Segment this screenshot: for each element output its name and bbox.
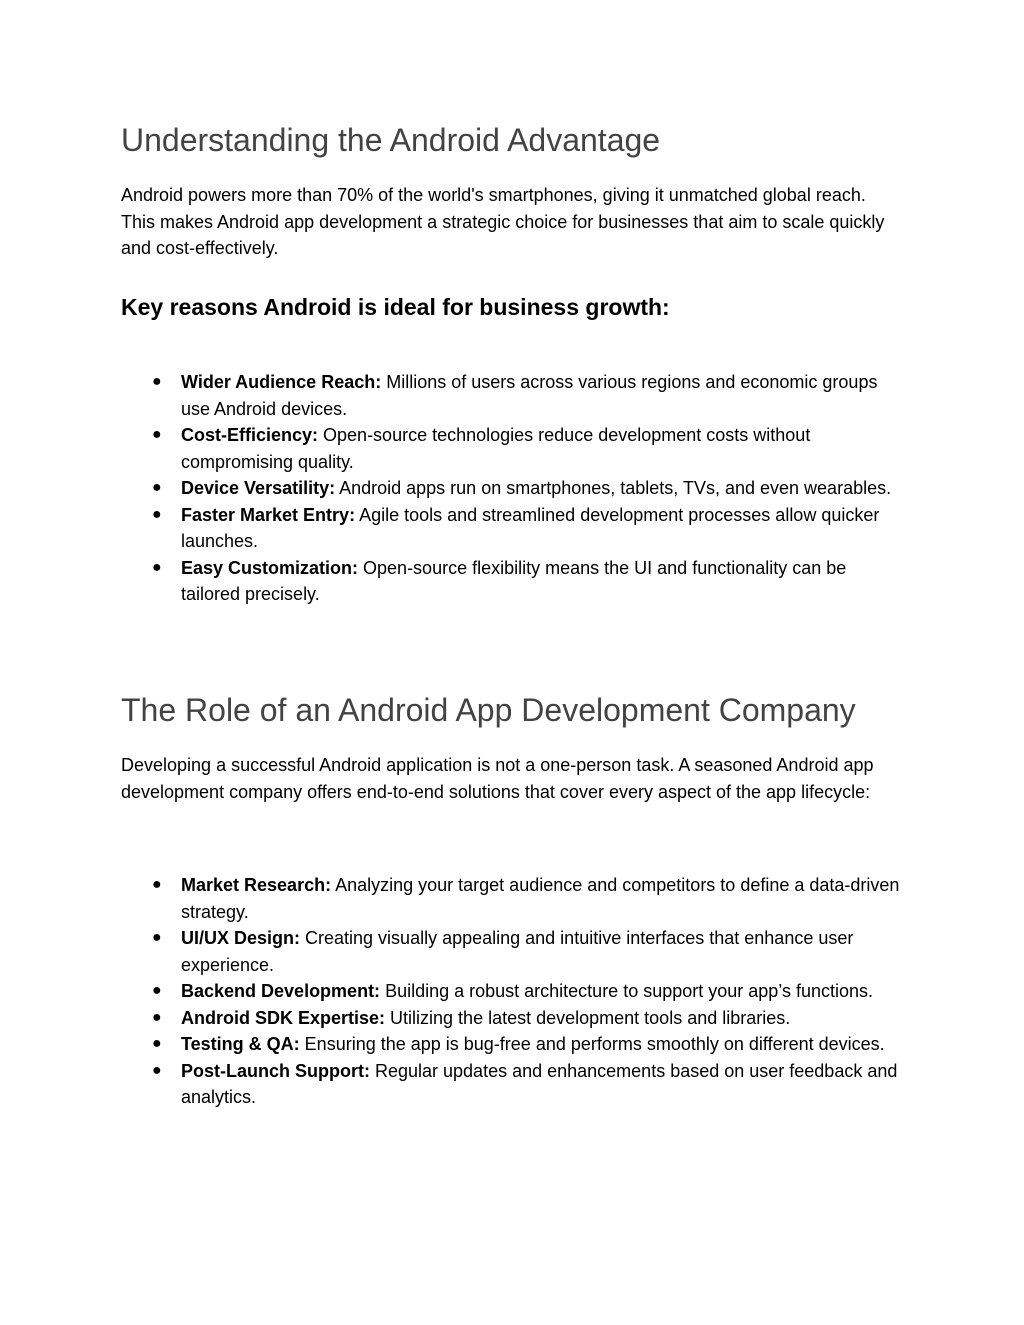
bullet-icon: ● <box>152 929 162 946</box>
list-item-text: Millions of users across various regions and economic groups use Android devices. <box>181 372 878 419</box>
list-item-text: Open-source flexibility means the UI and functionality can be tailored precisely. <box>181 557 847 604</box>
list-item <box>121 1058 901 1111</box>
list-item-term: Market Research: <box>181 875 332 895</box>
bullet-icon: ● <box>152 876 162 893</box>
list-item-text: Building a robust architecture to support your app’s functions. <box>380 981 874 1001</box>
list-item-text: Agile tools and streamlined development processes allow quicker launches. <box>181 504 880 551</box>
list-item <box>121 422 901 475</box>
bullet-icon: ● <box>152 982 162 999</box>
list-item-text: Regular updates and enhancements based on user feedback and analytics. <box>181 1060 898 1107</box>
list-item-term: Easy Customization: <box>181 557 359 578</box>
bullet-icon: ● <box>152 1061 162 1079</box>
list-item <box>121 1031 901 1058</box>
bullet-icon: ● <box>152 505 162 523</box>
intro-paragraph-role-of-company: Developing a successful Android application is not a one-person task. A seasoned Android app development company offers end-to-end solutions that cover every aspect of the app lifecycle: <box>121 755 874 802</box>
bullet-icon: ● <box>152 373 162 390</box>
list-item-term: Device Versatility: <box>181 478 336 498</box>
list-item <box>121 555 901 608</box>
list-item-term: UI/UX Design: <box>181 928 301 948</box>
list-item <box>121 925 901 978</box>
list-item-text: Open-source technologies reduce development costs without compromising quality. <box>181 425 811 472</box>
section-heading-role-of-company: The Role of an Android App Development Company <box>121 692 856 728</box>
list-item <box>121 872 901 925</box>
company-services-list <box>121 872 901 1111</box>
list-item-term: Cost-Efficiency: <box>181 425 319 445</box>
list-item <box>121 475 901 502</box>
list-item-term: Testing & QA: <box>181 1034 300 1054</box>
bullet-icon: ● <box>152 1035 162 1052</box>
list-item-text: Utilizing the latest development tools and libraries. <box>385 1007 791 1028</box>
bullet-icon: ● <box>152 558 162 576</box>
list-item-term: Post-Launch Support: <box>181 1060 370 1081</box>
list-item-text: Ensuring the app is bug-free and performs smoothly on different devices. <box>299 1034 885 1054</box>
list-item-text: Analyzing your target audience and competitors to define a data-driven strategy. <box>181 875 900 922</box>
list-item <box>121 502 901 555</box>
subheading-key-reasons: Key reasons Android is ideal for business growth: <box>121 294 670 320</box>
key-reasons-list <box>121 369 901 608</box>
intro-paragraph-android-advantage: Android powers more than 70% of the world's smartphones, giving it unmatched global reach. This makes Android app development a strategic choice for businesses that aim to scale quickly and cost-effectively. <box>121 185 885 258</box>
list-item <box>121 1005 901 1032</box>
list-item-text: Android apps run on smartphones, tablets, TVs, and even wearables. <box>335 478 892 498</box>
section-heading-android-advantage: Understanding the Android Advantage <box>121 122 661 158</box>
bullet-icon: ● <box>152 1008 162 1026</box>
list-item-term: Backend Development: <box>181 981 381 1001</box>
list-item <box>121 369 901 422</box>
list-item-text: Creating visually appealing and intuitive interfaces that enhance user experience. <box>181 928 854 975</box>
list-item-term: Android SDK Expertise: <box>181 1007 386 1028</box>
bullet-icon: ● <box>152 426 162 443</box>
list-item-term: Faster Market Entry: <box>181 504 356 525</box>
bullet-icon: ● <box>152 479 162 496</box>
list-item <box>121 978 901 1005</box>
list-item-term: Wider Audience Reach: <box>181 372 382 392</box>
